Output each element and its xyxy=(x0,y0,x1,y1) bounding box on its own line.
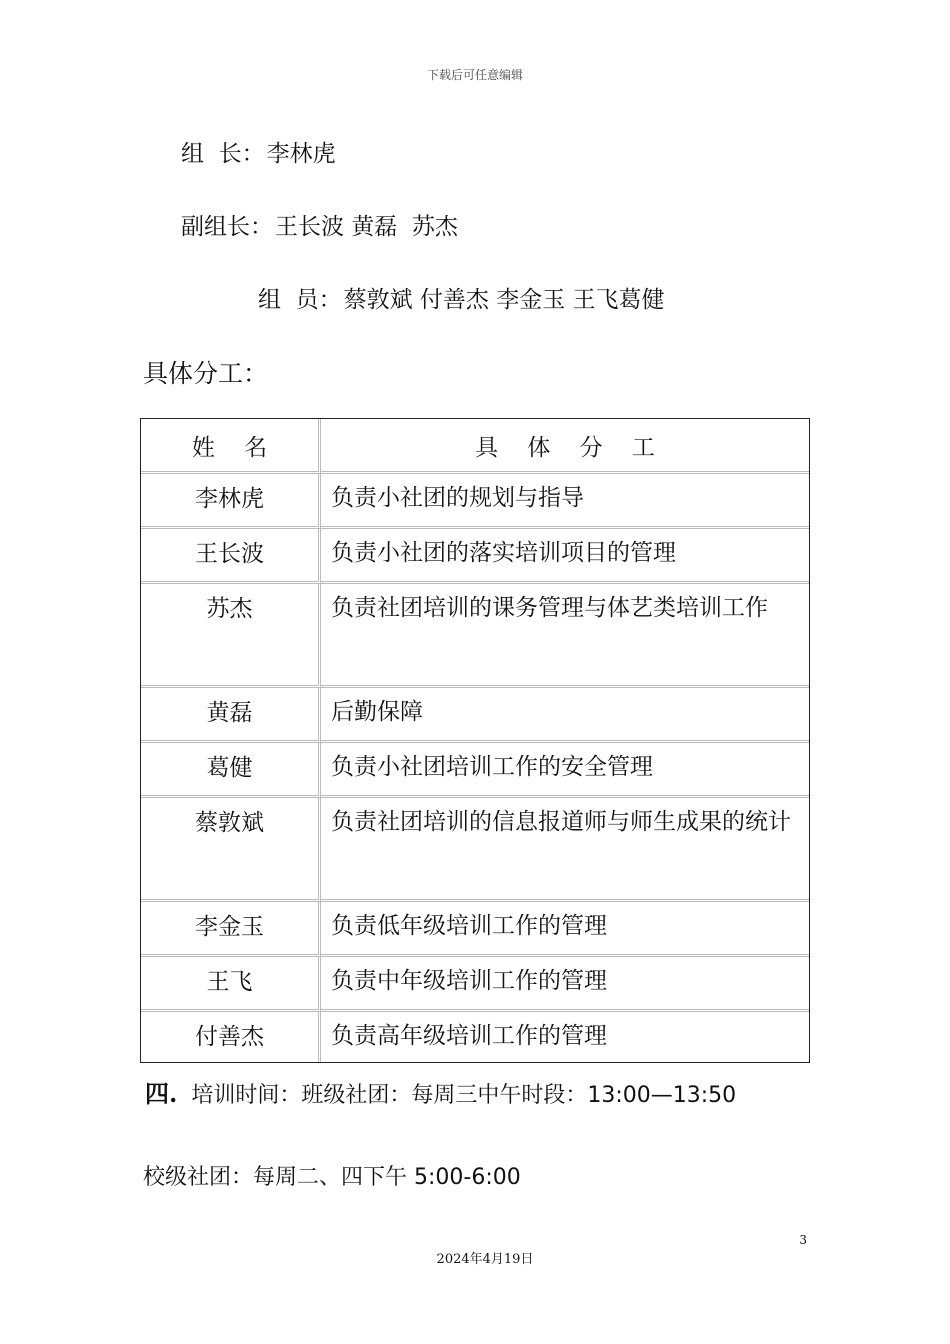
footer-date: 2024年4月19日 xyxy=(436,1252,534,1267)
division-heading: 具体分工： xyxy=(143,359,269,388)
row-duty: 后勤保障 xyxy=(321,688,809,743)
header-name: 姓 名 xyxy=(141,419,321,474)
leader-label: 组 长： xyxy=(181,141,265,167)
row-duty: 负责社团培训的课务管理与体艺类培训工作 xyxy=(321,584,809,688)
leader-line xyxy=(181,135,336,168)
table-row xyxy=(141,743,809,798)
row-duty: 负责中年级培训工作的管理 xyxy=(321,957,809,1012)
row-name: 黄磊 xyxy=(141,688,321,743)
school-clubs-line: 校级社团：每周二、四下午 5:00-6:00 xyxy=(143,1165,521,1190)
row-name: 王飞 xyxy=(141,957,321,1012)
table-row xyxy=(141,902,809,957)
header-duty: 具 体 分 工 xyxy=(321,419,809,474)
training-time-text: 培训时间：班级社团：每周三中午时段：13:00—13:50 xyxy=(191,1083,737,1108)
row-duty: 负责小社团的落实培训项目的管理 xyxy=(321,529,809,584)
deputy-line xyxy=(181,208,458,241)
section-number: 四. xyxy=(145,1079,178,1108)
members-value: 蔡敦斌 付善杰 李金玉 王飞葛健 xyxy=(343,287,665,313)
table-row xyxy=(141,688,809,743)
members-line xyxy=(258,281,665,314)
row-duty: 负责小社团培训工作的安全管理 xyxy=(321,743,809,798)
row-name: 葛健 xyxy=(141,743,321,798)
page-number: 3 xyxy=(799,1233,807,1247)
row-name: 王长波 xyxy=(141,529,321,584)
row-name: 李金玉 xyxy=(141,902,321,957)
leader-value: 李林虎 xyxy=(266,141,336,167)
row-name: 苏杰 xyxy=(141,584,321,688)
table-row xyxy=(141,584,809,688)
table-header-row xyxy=(141,419,809,474)
deputy-value: 王长波 黄磊 苏杰 xyxy=(275,214,458,240)
table-row xyxy=(141,529,809,584)
row-name: 李林虎 xyxy=(141,474,321,529)
row-duty: 负责低年级培训工作的管理 xyxy=(321,902,809,957)
header-note: 下载后可任意编辑 xyxy=(426,68,523,82)
table-row xyxy=(141,957,809,1012)
table-row xyxy=(141,798,809,902)
row-name: 付善杰 xyxy=(141,1012,321,1062)
training-time-line xyxy=(145,1074,736,1109)
division-table xyxy=(140,418,810,1063)
row-name: 蔡敦斌 xyxy=(141,798,321,902)
table-row xyxy=(141,474,809,529)
row-duty: 负责社团培训的信息报道师与师生成果的统计 xyxy=(321,798,809,902)
table-row xyxy=(141,1012,809,1062)
row-duty: 负责高年级培训工作的管理 xyxy=(331,1023,607,1049)
row-duty: 负责小社团的规划与指导 xyxy=(321,474,809,529)
deputy-label: 副组长： xyxy=(181,214,273,240)
members-label: 组 员： xyxy=(258,287,342,313)
